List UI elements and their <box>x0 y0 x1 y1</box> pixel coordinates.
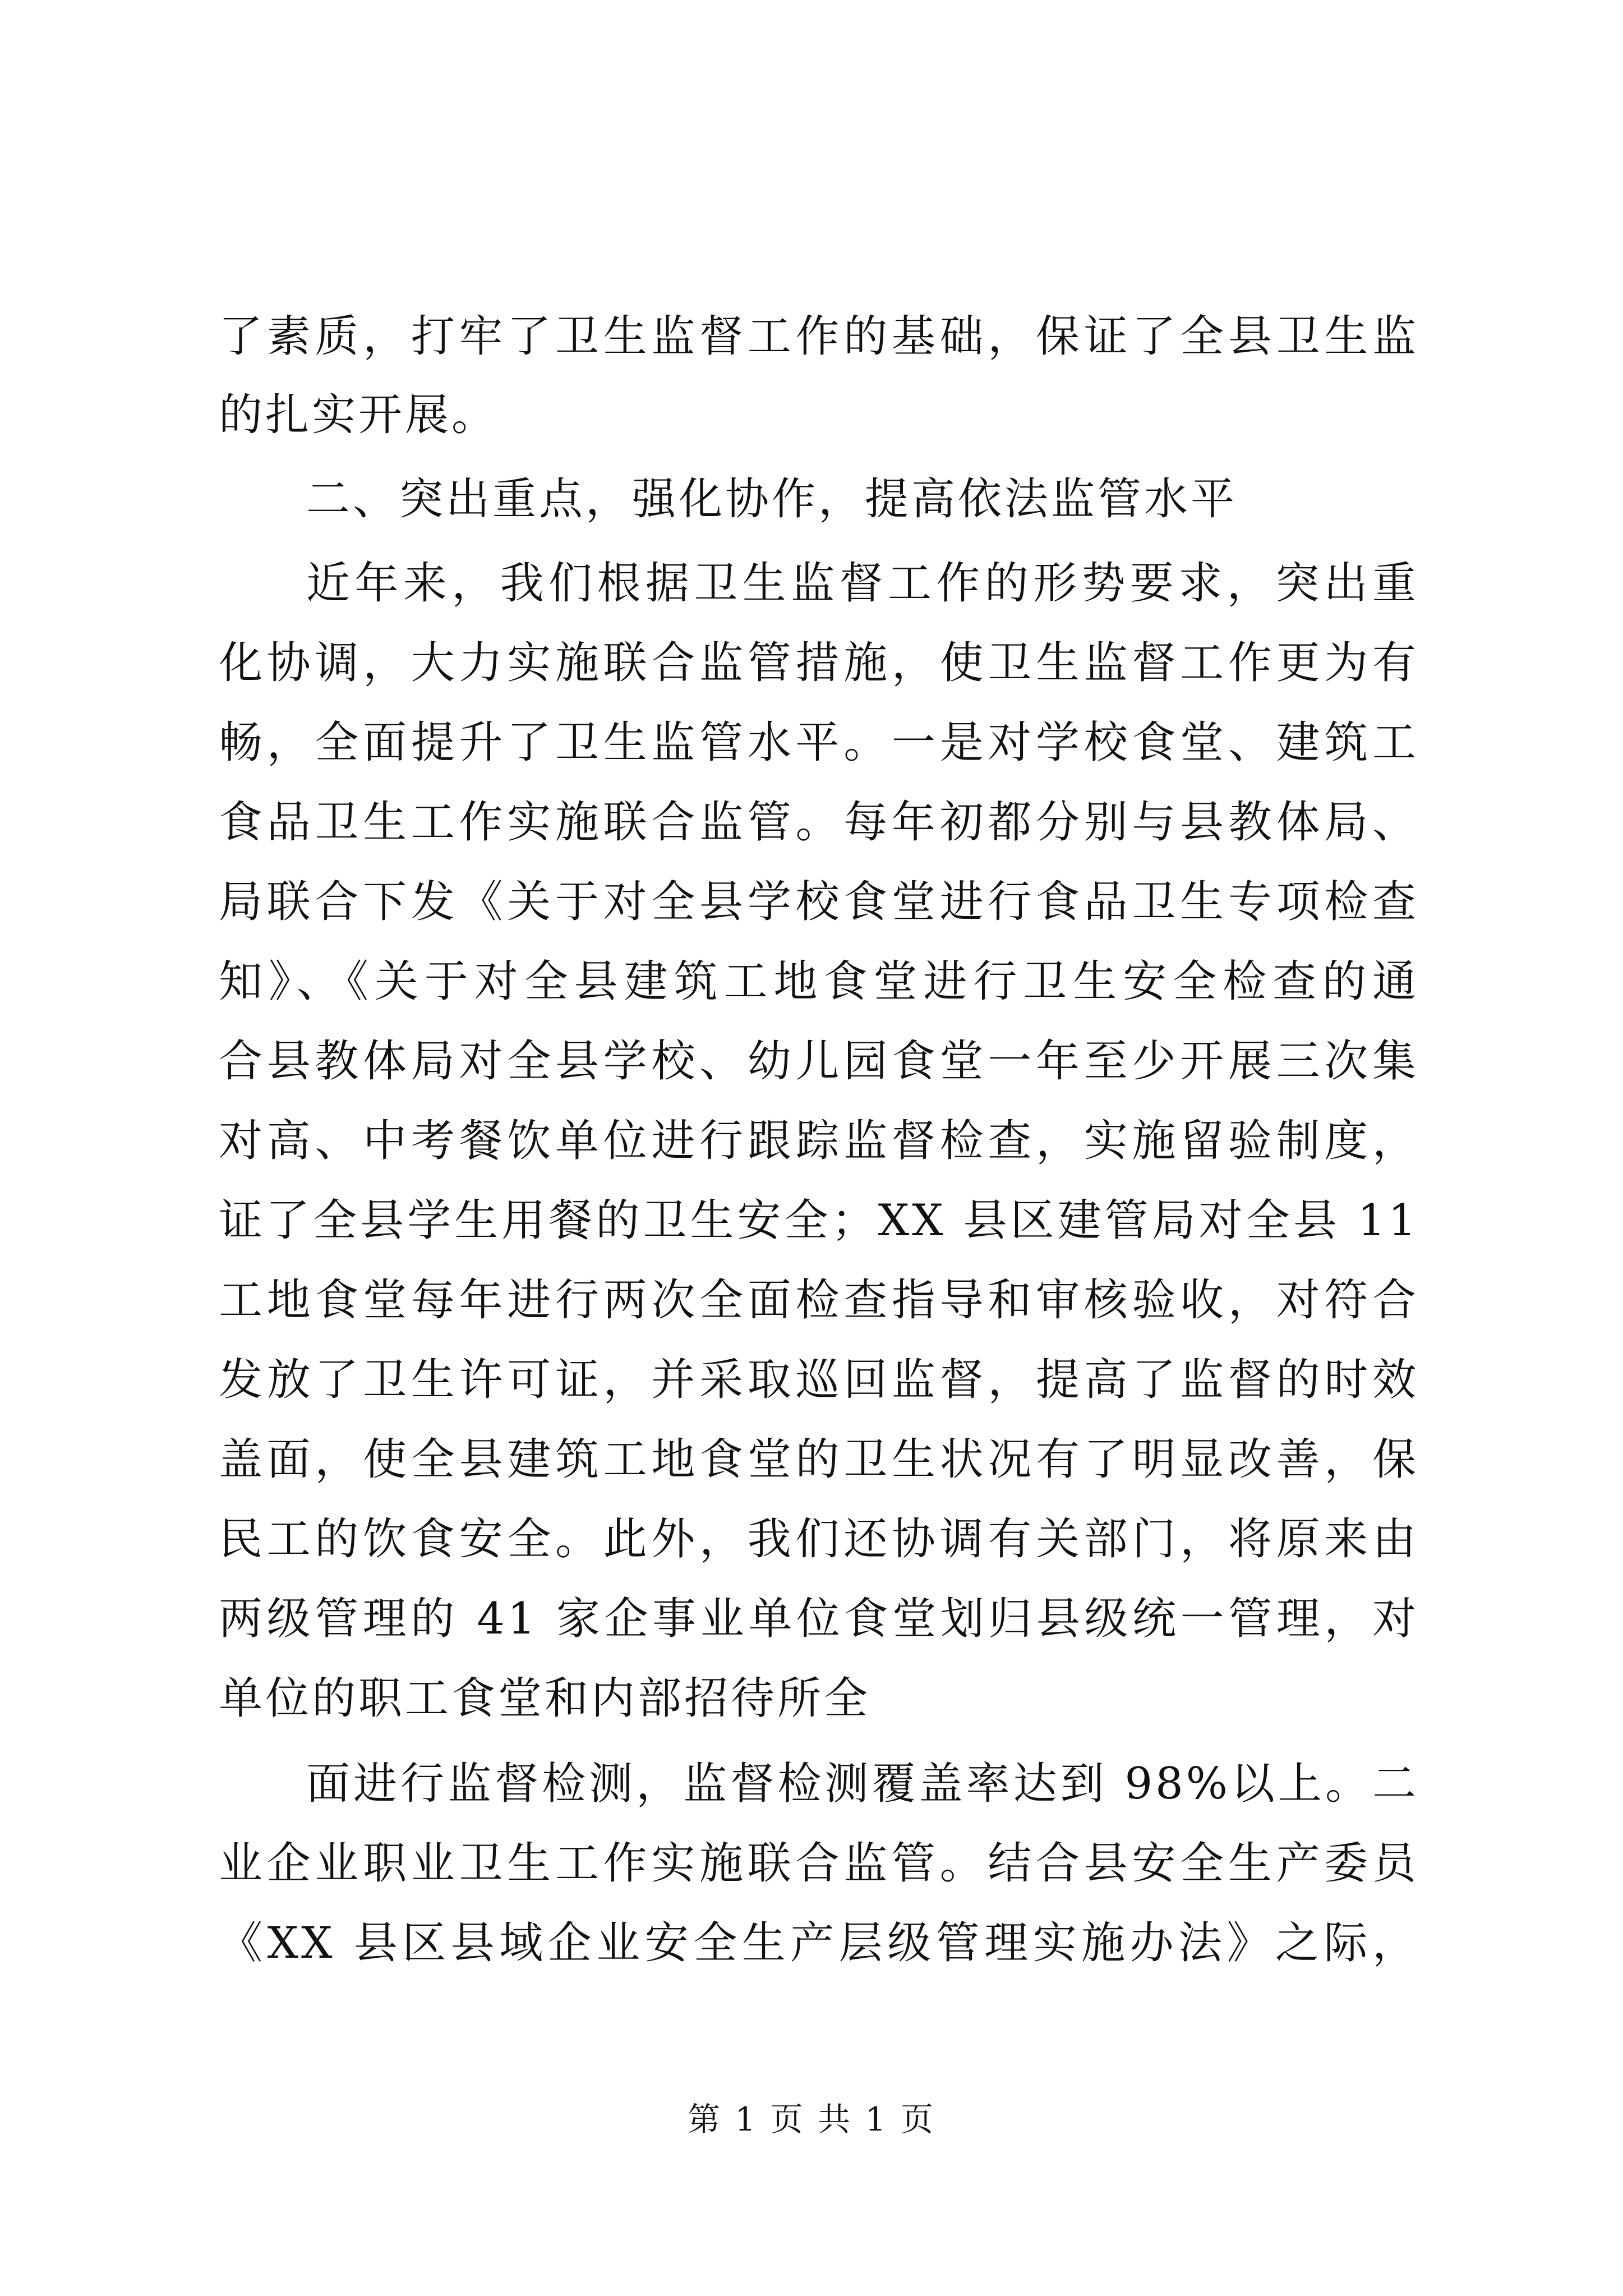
text-line: 证了全县学生用餐的卫生安全；XX 县区建管局对全县 11 <box>219 1195 1419 1246</box>
text-line: 盖面，使全县建筑工地食堂的卫生状况有了明显改善，保 <box>219 1434 1419 1485</box>
text-line: 近年来，我们根据卫生监督工作的形势要求，突出重 <box>306 558 1419 609</box>
text-line: 业企业职业卫生工作实施联合监管。结合县安全生产委员 <box>219 1838 1419 1889</box>
text-line: 民工的饮食安全。此外，我们还协调有关部门，将原来由 <box>219 1514 1419 1565</box>
text-line: 食品卫生工作实施联合监管。每年初都分别与县教体局、 <box>219 797 1419 848</box>
text-line: 单位的职工食堂和内部招待所全 <box>219 1673 871 1724</box>
text-line: 两级管理的 41 家企事业单位食堂划归县级统一管理，对 <box>219 1594 1419 1644</box>
text-line: 工地食堂每年进行两次全面检查指导和审核验收，对符合 <box>219 1275 1419 1326</box>
text-line: 知》、《关于对全县建筑工地食堂进行卫生安全检查的通 <box>219 956 1419 1007</box>
section-heading: 二、突出重点，强化协作，提高依法监管水平 <box>306 474 1238 524</box>
text-line: 畅，全面提升了卫生监管水平。一是对学校食堂、建筑工 <box>219 717 1419 768</box>
text-line: 合县教体局对全县学校、幼儿园食堂一年至少开展三次集 <box>219 1036 1419 1087</box>
text-line: 对高、中考餐饮单位进行跟踪监督检查，实施留验制度， <box>219 1116 1419 1166</box>
text-line: 的扎实开展。 <box>219 390 499 440</box>
text-line: 发放了卫生许可证，并采取巡回监督，提高了监督的时效 <box>219 1355 1419 1405</box>
text-line: 了素质，打牢了卫生监督工作的基础，保证了全县卫生监 <box>219 311 1419 362</box>
text-line: 《XX 县区县域企业安全生产层级管理实施办法》之际， <box>219 1918 1419 1968</box>
text-line: 化协调，大力实施联合监管措施，使卫生监督工作更为有 <box>219 638 1419 688</box>
page-number-footer: 第 1 页 共 1 页 <box>688 2100 935 2138</box>
text-line: 面进行监督检测，监督检测覆盖率达到 98%以上。二 <box>306 1759 1419 1809</box>
text-line: 局联合下发《关于对全县学校食堂进行食品卫生专项检查 <box>219 877 1419 927</box>
